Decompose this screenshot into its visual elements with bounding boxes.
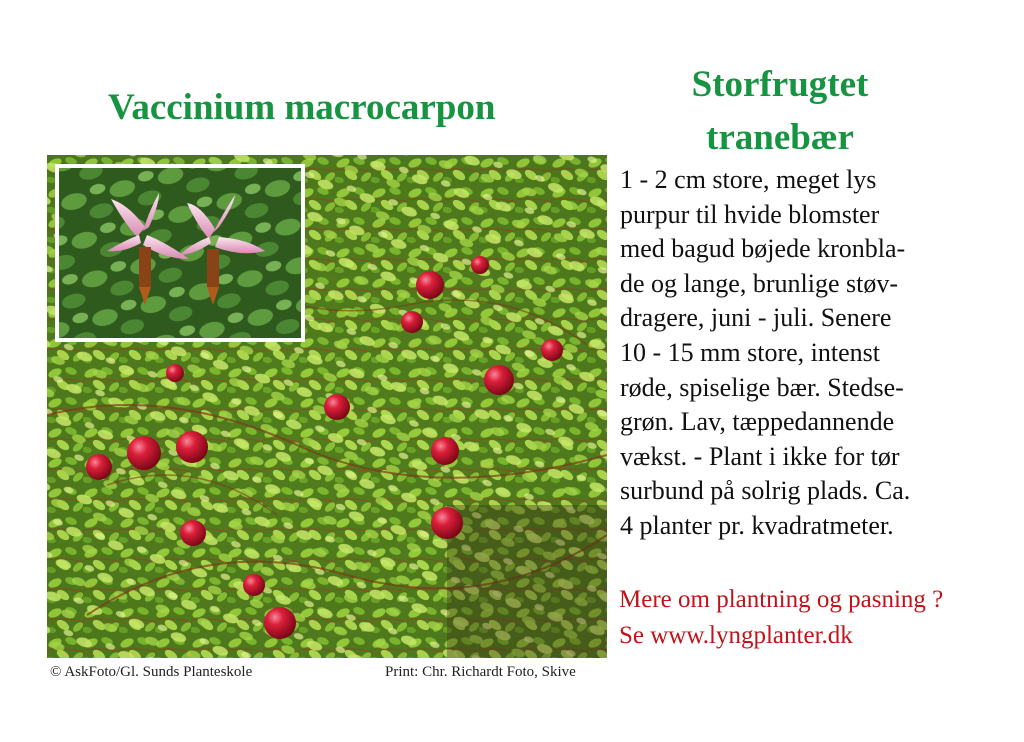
plant-description (620, 163, 1015, 544)
danish-name-line2: tranebær (706, 117, 854, 158)
more-info (619, 582, 1019, 654)
description-line: de og lange, brunlige støv- (620, 268, 898, 298)
description-line: 10 - 15 mm store, intenst (620, 337, 880, 367)
description-line: vækst. - Plant i ikke for tør (620, 441, 900, 471)
photo-credit: © AskFoto/Gl. Sunds Planteskole (50, 664, 253, 680)
latin-name-title: Vaccinium macrocarpon (108, 87, 496, 128)
website-link[interactable]: Se www.lyngplanter.dk (619, 622, 853, 649)
description-line: med bagud bøjede kronbla- (620, 234, 906, 264)
danish-name-line1: Storfrugtet (691, 64, 869, 105)
danish-name-title (640, 58, 920, 164)
description-line: surbund på solrig plads. Ca. (620, 476, 911, 506)
flower-inset (55, 164, 305, 342)
description-line: grøn. Lav, tæppedannende (620, 407, 895, 437)
description-line: røde, spiselige bær. Stedse- (620, 372, 904, 402)
cranberry-photo-illustration (47, 155, 607, 658)
description-line: 1 - 2 cm store, meget lys (620, 165, 877, 194)
description-line: purpur til hvide blomster (620, 199, 880, 229)
description-line: dragere, juni - juli. Senere (620, 303, 892, 333)
description-line: 4 planter pr. kvadratmeter. (620, 510, 894, 540)
more-info-question: Mere om plantning og pasning ? (619, 586, 944, 613)
print-credit: Print: Chr. Richardt Foto, Skive (385, 664, 576, 680)
cranberry-plant-photo (47, 155, 607, 658)
